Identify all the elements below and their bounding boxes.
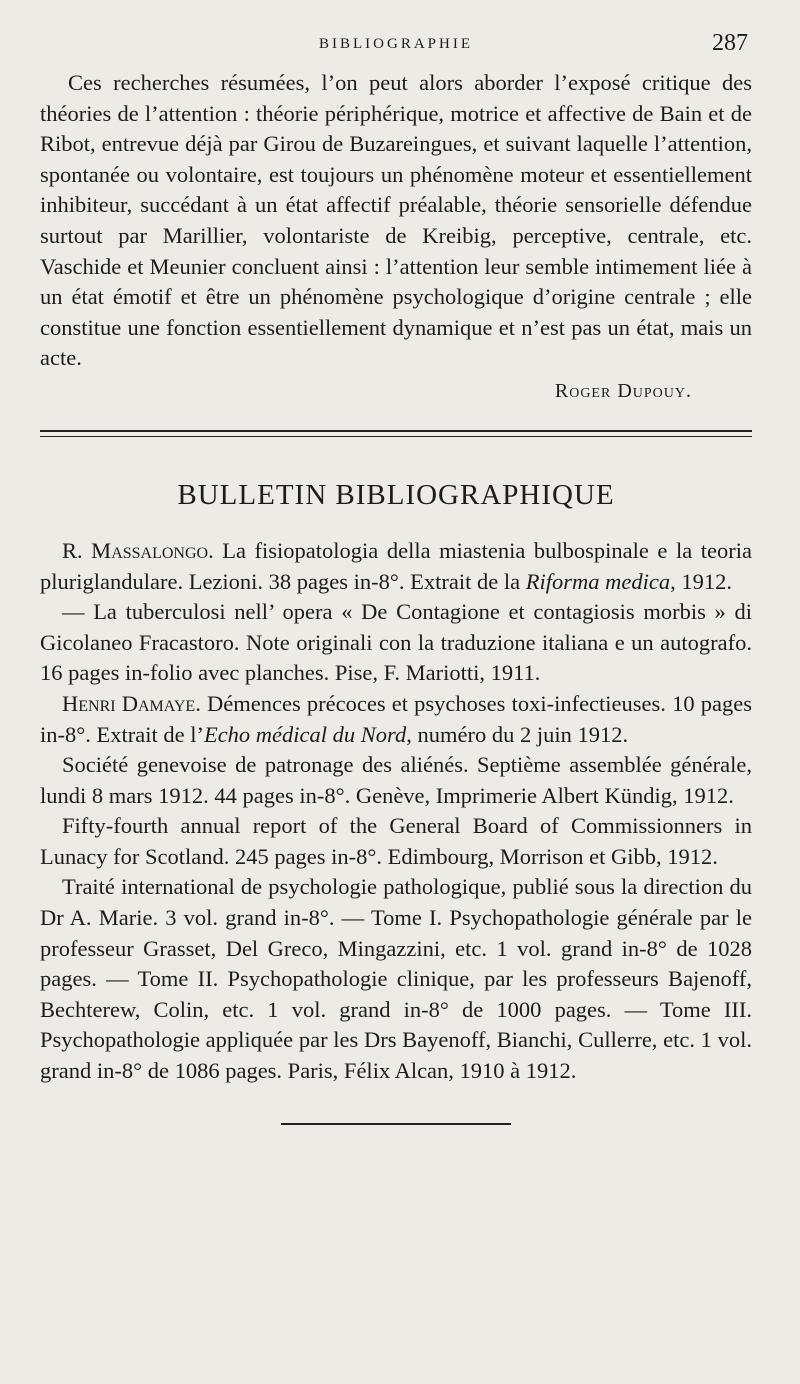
running-head <box>40 28 752 68</box>
bibliography-entry: Société genevoise de patronage des aliénés. Septième assemblée générale, lundi 8 mars 1912. 44 pages in-8°. Genève, Imprimerie Albert Kündig, 1912. <box>40 752 752 808</box>
bibliography-entry <box>40 536 752 597</box>
review-paragraph: Ces recherches résumées, l’on peut alors aborder l’exposé critique des théories de l’attention : théorie périphérique, motrice et affective de Bain et de Ribot, entrevue déjà par Girou de Buzareingues, et suivant laquelle l’attention, spontanée ou volontaire, est toujours un phénomène moteur et essentiellement inhibiteur, succédant à un état affectif préalable, théorie sensorielle défendue surtout par Marillier, volontariste de Kreibig, perceptive, centrale, etc. Vaschide et Meunier concluent ainsi : l’attention leur semble intimement liée à un état émotif et être un phénomène psychologique d’origine centrale ; elle constitue une fonction essentiellement dynamique et n’est pas un état, mais un acte. <box>40 70 752 371</box>
bibliography-entry: — La tuberculosi nell’ opera « De Contagione et contagiosis morbis » di Gicolaneo Fracastoro. Note originali con la traduzione italiana e un autografo. 16 pages in-folio avec planches. Pise, F. Mariotti, 1911. <box>40 599 752 686</box>
entry-journal: Riforma medica <box>525 568 671 594</box>
section-title: BULLETIN BIBLIOGRAPHIQUE <box>177 478 615 511</box>
bibliography-entry: Traité international de psychologie pathologique, publié sous la direction du Dr A. Marie. 3 vol. grand in-8°. — Tome I. Psychopathologie générale par le professeur Grasset, Del Greco, Mingazzini, etc. 1 vol. grand in-8° de 1028 pages. — Tome II. Psychopathologie clinique, par les professeurs Bajenoff, Bechterew, Colin, etc. 1 vol. grand in-8° de 1000 pages. — Tome III. Psychopathologie appliquée par les Drs Bayenoff, Bianchi, Cullerre, etc. 1 vol. grand in-8° de 1086 pages. Paris, Félix Alcan, 1910 à 1912. <box>40 874 752 1084</box>
end-rule <box>281 1123 511 1125</box>
entry-text: La fisiopatologia della miastenia bulbospinale e la teoria pluriglandulare. Lezioni. 38 pages in-8°. Extrait de la <box>40 537 752 594</box>
section-divider <box>40 430 752 437</box>
entry-author: R. Massalongo. <box>62 537 214 563</box>
review-signature: Roger Dupouy. <box>554 379 692 402</box>
entry-tail: , 1912. <box>670 568 732 594</box>
entry-author: Henri Damaye. <box>62 690 201 716</box>
bibliography-entry <box>40 689 752 750</box>
bibliography-entry: Fifty-fourth annual report of the General Board of Commissionners in Lunacy for Scotland. 245 pages in-8°. Edimbourg, Morrison et Gibb, 1912. <box>40 813 752 869</box>
entry-text: Démences précoces et psychoses toxi-infectieuses. 10 pages in-8°. Extrait de l’ <box>40 690 752 747</box>
entry-journal: Echo médical du Nord <box>203 721 407 747</box>
running-title: BIBLIOGRAPHIE <box>319 36 473 52</box>
entry-tail: , numéro du 2 juin 1912. <box>406 721 629 747</box>
page-number: 287 <box>712 30 748 56</box>
